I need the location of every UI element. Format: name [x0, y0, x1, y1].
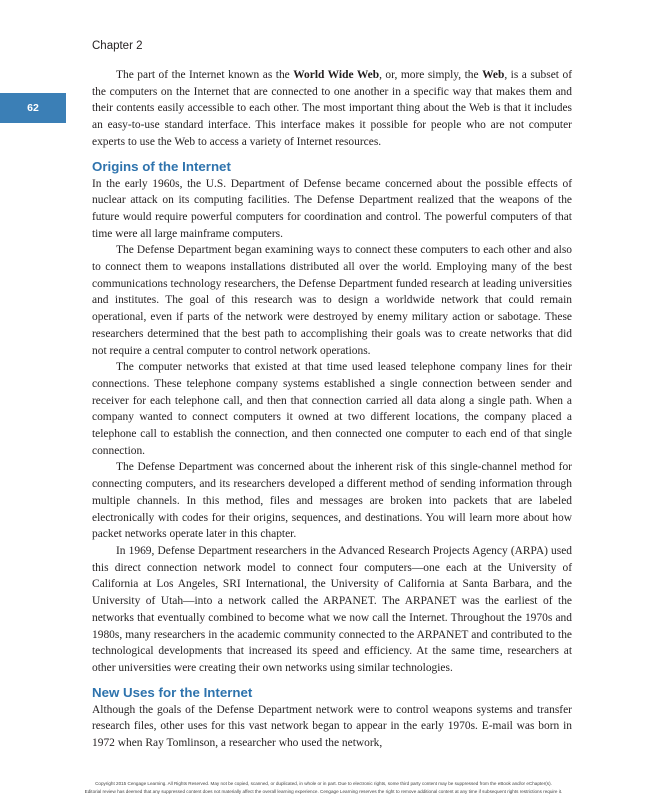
copyright-footer [0, 780, 647, 796]
chapter-header: Chapter 2 [92, 40, 143, 52]
intro-text: , is a subset of the computers on the Internet that are connected to one another in a specific way that makes them and their contents easily accessible to each other. The most important thing about the Web is that it includes an easy-to-use standard interface. This interface makes it possible for people who are not computer experts to use the Web to access a variety of Internet resources. [92, 69, 573, 148]
intro-text: , or, more simply, the [379, 69, 483, 81]
paragraph: The Defense Department began examining ways to connect these computers to each other and also to connect them to weapons installations distributed all over the world. Employing many of the best communications technology researchers, the Defense Department funded research at leading universities and institutes. The goal of this research was to design a worldwide network that could remain operational, even if parts of the network were destroyed by enemy military action or sabotage. These researchers determined that the best path to accomplishing their goals was to create networks that did not require a central computer to control network operations. [92, 244, 572, 357]
paragraph: Although the goals of the Defense Department network were to control weapons systems and transfer research files, other uses for this vast network began to appear in the early 1970s. E-mail was born in 1972 when Ray Tomlinson, a researcher who used the network, [92, 703, 572, 750]
paragraph: The computer networks that existed at that time used leased telephone company lines for their connections. These telephone company systems established a single connection between sender and receiver for each telephone call, and then that connection carried all data along a single path. When a company wanted to connect computers it owned at two different locations, the company placed a telephone call to establish the connection, and then connected one computer to each end of that single connection. [92, 361, 572, 457]
intro-text: The part of the Internet known as the [116, 69, 294, 81]
copyright-line-2: Editorial review has deemed that any suppressed content does not materially affect the overall learning experience. Cengage Learning reserves the right to remove additional content at any time if subsequent rights restrictions require it. [84, 789, 563, 794]
body-text [92, 67, 572, 752]
paragraph: The Defense Department was concerned about the inherent risk of this single-channel method for connecting computers, and its researchers developed a different method of sending information through multiple channels. In this method, files and messages are broken into packets that are labeled electronically with codes for their origins, sequences, and destinations. You will learn more about how packet networks operate later in this chapter. [92, 461, 572, 541]
paragraph: In the early 1960s, the U.S. Department of Defense became concerned about the possible effects of nuclear attack on its computing facilities. The Defense Department realized that the weapons of the future would require powerful computers for coordination and control. The powerful computers of that time were all large mainframe computers. [92, 177, 572, 240]
section-heading-new-uses: New Uses for the Internet [92, 684, 253, 700]
intro-paragraph [92, 67, 572, 151]
page-number: 62 [27, 102, 39, 114]
page-number-tab [0, 93, 66, 123]
key-term-world-wide-web: World Wide Web [293, 69, 380, 81]
key-term-web: Web [482, 69, 505, 81]
copyright-line-1: Copyright 2015 Cengage Learning. All Rights Reserved. May not be copied, scanned, or duplicated, in whole or in part. Due to electronic rights, some third party content may be suppressed from the eBook and/or eChapter(s). [95, 781, 552, 786]
paragraph: In 1969, Defense Department researchers in the Advanced Research Projects Agency (ARPA) used this direct connection network model to connect four computers—one each at the University of California at Los Angeles, SRI International, the University of California at Santa Barbara, and the University of Utah—into a network called the ARPANET. The ARPANET was the earliest of the networks that eventually combined to become what we now call the Internet. Throughout the 1970s and 1980s, many researchers in the academic community connected to the ARPANET and contributed to the technological developments that increased its speed and efficiency. At the same time, researchers at other universities were creating their own networks using similar technologies. [92, 544, 572, 674]
section-heading-origins: Origins of the Internet [92, 158, 231, 174]
